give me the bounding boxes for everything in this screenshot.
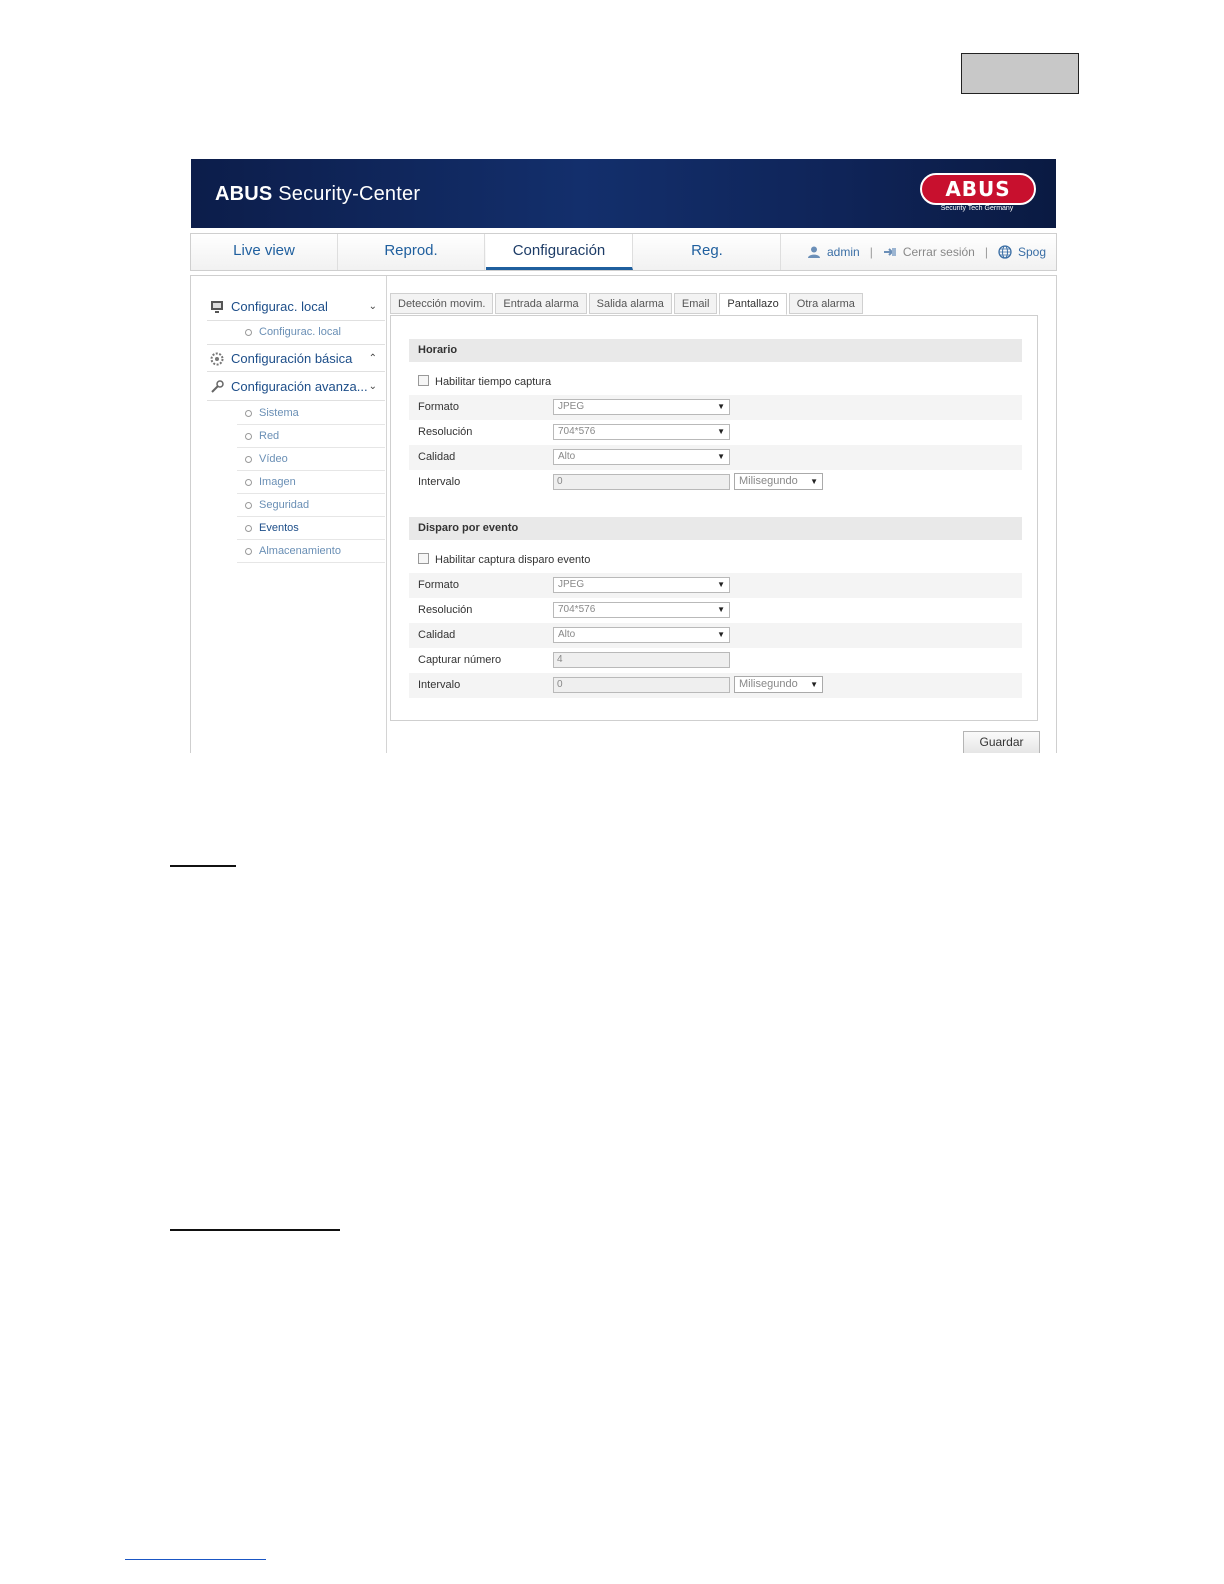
header-banner	[191, 159, 1056, 228]
sidebar-item-network[interactable]	[237, 425, 385, 448]
format-select[interactable]: JPEG ▼	[553, 399, 730, 415]
sidebar-item-image[interactable]	[237, 471, 385, 494]
dropdown-arrow-icon: ▼	[717, 605, 725, 614]
interval-input[interactable]: 0	[553, 474, 730, 490]
sidebar	[191, 276, 387, 753]
dropdown-arrow-icon: ▼	[717, 402, 725, 411]
bullet-icon	[245, 329, 252, 336]
user-bar	[807, 234, 1046, 270]
content-area	[190, 275, 1057, 753]
dropdown-arrow-icon: ▼	[810, 680, 818, 689]
monitor-icon	[210, 300, 224, 314]
app-title: ABUS Security-Center	[215, 183, 421, 205]
chevron-down-icon: ⌄	[368, 381, 377, 392]
field-label: Intervalo	[418, 679, 461, 691]
quality-select[interactable]: Alto ▼	[553, 449, 730, 465]
tab-snapshot[interactable]: Pantallazo	[719, 293, 786, 315]
bullet-icon	[245, 525, 252, 532]
schedule-resolution-row	[409, 420, 1022, 445]
divider: |	[869, 244, 873, 259]
sidebar-item-label: Configurac. local	[259, 326, 341, 338]
app-window	[190, 159, 1057, 753]
dropdown-arrow-icon: ▼	[717, 427, 725, 436]
field-label: Calidad	[418, 629, 456, 641]
bullet-icon	[245, 433, 252, 440]
sidebar-item-label: Imagen	[259, 476, 296, 488]
sidebar-item-label: Sistema	[259, 407, 299, 419]
sidebar-item-video[interactable]	[237, 448, 385, 471]
section-title-event-trigger: Disparo por evento	[409, 517, 1022, 540]
logo-tagline: Security Tech Germany	[940, 205, 1014, 212]
checkbox-label: Habilitar tiempo captura	[435, 376, 552, 388]
sidebar-item-system[interactable]	[237, 402, 385, 425]
sidebar-item-label: Eventos	[259, 522, 299, 534]
logout-link[interactable]: Cerrar sesión	[902, 244, 975, 259]
sidebar-group-label: Configuración básica	[231, 351, 353, 366]
enable-timing-row	[418, 374, 551, 390]
logo-badge: ABUS	[920, 173, 1036, 205]
sidebar-group-local[interactable]	[207, 293, 385, 321]
tab-email[interactable]: Email	[674, 293, 718, 314]
interval-input[interactable]: 0	[553, 677, 730, 693]
sidebar-item-security[interactable]	[237, 494, 385, 517]
tab-motion-detection[interactable]: Detección movim.	[390, 293, 493, 314]
dropdown-arrow-icon: ▼	[717, 580, 725, 589]
bullet-icon	[245, 502, 252, 509]
field-label: Formato	[418, 579, 459, 591]
sidebar-item-label: Almacenamiento	[259, 545, 341, 557]
enable-timing-checkbox[interactable]	[418, 375, 429, 386]
resolution-select[interactable]: 704*576 ▼	[553, 424, 730, 440]
resolution-select[interactable]: 704*576 ▼	[553, 602, 730, 618]
field-label: Formato	[418, 401, 459, 413]
sidebar-group-advanced[interactable]	[207, 373, 385, 401]
sidebar-item-label: Vídeo	[259, 453, 288, 465]
sidebar-group-label: Configuración avanza...	[231, 379, 368, 394]
language-link[interactable]: Spog	[1017, 244, 1046, 259]
globe-icon	[998, 245, 1012, 259]
field-label: Capturar número	[418, 654, 502, 666]
sidebar-item-local-config[interactable]	[237, 321, 385, 344]
sidebar-group-label: Configurac. local	[231, 299, 328, 314]
tab-other-alarm[interactable]: Otra alarma	[789, 293, 863, 314]
bullet-icon	[245, 479, 252, 486]
abus-logo	[918, 171, 1036, 215]
dropdown-arrow-icon: ▼	[717, 452, 725, 461]
chevron-up-icon: ⌃	[368, 353, 377, 364]
interval-unit-select[interactable]: Milisegundo ▼	[734, 473, 823, 490]
user-icon	[807, 245, 821, 259]
sidebar-item-label: Red	[259, 430, 280, 442]
logout-icon	[883, 245, 897, 259]
gear-icon	[210, 352, 224, 366]
field-label: Resolución	[418, 604, 473, 616]
sidebar-group-basic[interactable]	[207, 344, 385, 372]
snapshot-panel	[390, 315, 1038, 721]
section-heading-underline	[170, 1229, 340, 1231]
section-heading-underline	[170, 865, 236, 867]
wrench-icon	[210, 380, 224, 394]
field-label: Calidad	[418, 451, 456, 463]
main-navbar	[190, 233, 1057, 271]
bullet-icon	[245, 548, 252, 555]
tab-live-view[interactable]: Live view	[191, 234, 338, 270]
chevron-down-icon: ⌄	[368, 301, 377, 312]
tab-configuration[interactable]: Configuración	[486, 234, 633, 270]
dropdown-arrow-icon: ▼	[810, 477, 818, 486]
dropdown-arrow-icon: ▼	[717, 630, 725, 639]
enable-event-row	[418, 552, 590, 568]
tab-playback[interactable]: Reprod.	[338, 234, 485, 270]
field-label: Resolución	[418, 426, 473, 438]
footnote-link-line	[125, 1559, 266, 1560]
username-link[interactable]: admin	[827, 244, 860, 259]
event-quality-row	[409, 623, 1022, 648]
sidebar-item-label: Seguridad	[259, 499, 310, 511]
sidebar-item-events[interactable]	[237, 517, 385, 540]
event-resolution-row	[409, 598, 1022, 623]
divider: |	[984, 244, 988, 259]
event-capture-number-row	[409, 648, 1022, 673]
capture-number-input[interactable]: 4	[553, 652, 730, 668]
tab-alarm-input[interactable]: Entrada alarma	[495, 293, 586, 314]
event-subtabs	[390, 293, 865, 315]
event-interval-row	[409, 673, 1022, 698]
main-panel	[387, 276, 1056, 753]
format-select[interactable]: JPEG ▼	[553, 577, 730, 593]
schedule-format-row	[409, 395, 1022, 420]
sidebar-item-storage[interactable]	[237, 540, 385, 563]
field-label: Intervalo	[418, 476, 461, 488]
event-format-row	[409, 573, 1022, 598]
bullet-icon	[245, 410, 252, 417]
save-button[interactable]: Guardar	[963, 731, 1040, 753]
schedule-quality-row	[409, 445, 1022, 470]
quality-select[interactable]: Alto ▼	[553, 627, 730, 643]
bullet-icon	[245, 456, 252, 463]
page-number-box	[961, 53, 1079, 94]
schedule-interval-row	[409, 470, 1022, 495]
tab-log[interactable]: Reg.	[634, 234, 781, 270]
tab-alarm-output[interactable]: Salida alarma	[589, 293, 672, 314]
checkbox-label: Habilitar captura disparo evento	[435, 554, 591, 566]
enable-event-checkbox[interactable]	[418, 553, 429, 564]
section-title-schedule: Horario	[409, 339, 1022, 362]
interval-unit-select[interactable]: Milisegundo ▼	[734, 676, 823, 693]
